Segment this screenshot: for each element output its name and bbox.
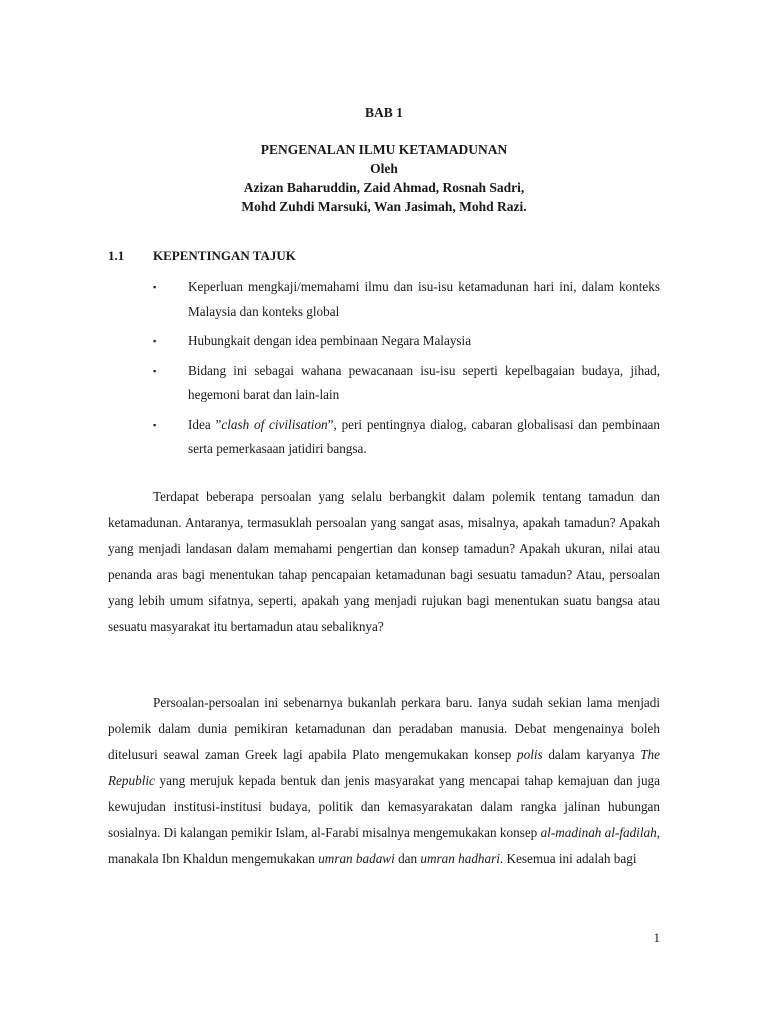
bullet-text bbox=[188, 417, 660, 457]
by-label: Oleh bbox=[370, 161, 398, 176]
list-item bbox=[108, 413, 660, 462]
paragraph-2 bbox=[108, 690, 660, 872]
bullet-text: Hubungkait dengan idea pembinaan Negara Malaysia bbox=[188, 333, 472, 348]
bullet-text-suffix: ”, peri pentingnya dialog, cabaran globalisasi dan pembinaan serta pemerkasaan jatidiri bangsa. bbox=[188, 416, 661, 456]
authors-line-2: Mohd Zuhdi Marsuki, Wan Jasimah, Mohd Razi. bbox=[241, 199, 527, 214]
bullet-icon: ▪ bbox=[153, 282, 157, 292]
paragraph-2-text: yang merujuk kepada bentuk dan jenis masyarakat yang mencapai tahap kemajuan dan juga kewujudan institusi-institusi budaya, politik dan kemasyarakatan dalam rangka jalinan hubungan sosialnya. Di kalangan pemikir Islam, al-Farabi misalnya mengemukakan konsep bbox=[108, 773, 660, 840]
term-umran-badawi: umran badawi bbox=[318, 851, 395, 866]
list-item bbox=[108, 359, 660, 408]
bullet-text: Bidang ini sebagai wahana pewacanaan isu-isu seperti kepelbagaian budaya, jihad, hegemoni barat dan lain-lain bbox=[188, 362, 660, 402]
bullet-icon: ▪ bbox=[153, 419, 157, 430]
bullet-list bbox=[108, 275, 660, 467]
term-polis: polis bbox=[517, 747, 543, 762]
bullet-text: Keperluan mengkaji/memahami ilmu dan isu-isu ketamadunan hari ini, dalam konteks Malaysia dan konteks global bbox=[188, 279, 660, 319]
bullet-text-prefix: Idea ” bbox=[188, 416, 222, 432]
paragraph-2-text: dalam karyanya bbox=[542, 747, 641, 762]
paragraph-2-text: . Kesemua ini adalah bagi bbox=[499, 851, 637, 866]
document-title: PENGENALAN ILMU KETAMADUNAN bbox=[260, 142, 508, 157]
section-title: KEPENTINGAN TAJUK bbox=[153, 248, 296, 263]
paragraph-2-text: manakala Ibn Khaldun mengemukakan bbox=[108, 851, 319, 866]
page-number: 1 bbox=[653, 930, 660, 945]
term-umran-hadhari: umran hadhari bbox=[420, 851, 500, 866]
paragraph-2-text: Persoalan-persoalan ini sebenarnya bukanlah perkara baru. Ianya sudah sekian lama menjadi polemik dalam dunia pemikiran ketamadunan dan peradaban manusia. Debat mengenainya boleh ditelusuri seawal zaman Greek lagi apabila Plato mengemukakan konsep bbox=[108, 695, 660, 762]
bullet-icon: ▪ bbox=[153, 365, 157, 376]
list-item bbox=[108, 275, 660, 324]
chapter-label: BAB 1 bbox=[365, 105, 403, 120]
bullet-icon: ▪ bbox=[153, 336, 157, 346]
book-title-the-republic: The Republic bbox=[108, 747, 660, 788]
paragraph-1: Terdapat beberapa persoalan yang selalu berbangkit dalam polemik tentang tamadun dan ketamadunan. Antaranya, termasuklah persoalan yang sangat asas, misalnya, apakah tamadun? Apakah yang menjadi landasan dalam memahami pengertian dan konsep tamadun? Apakah ukuran, nilai atau penanda aras bagi menentukan tahap pencapaian ketamadunan bagi sesuatu tamadun? Atau, persoalan yang lebih umum sifatnya, seperti, apakah yang menjadi rujukan bagi menentukan suatu bangsa atau sesuatu masyarakat itu bertamadun atau sebaliknya? bbox=[108, 489, 660, 634]
list-item bbox=[108, 329, 660, 354]
paragraph-2-text: dan bbox=[394, 851, 421, 866]
section-number: 1.1 bbox=[108, 248, 125, 263]
bullet-text-italic: clash of civilisation bbox=[221, 416, 328, 432]
authors-line-1: Azizan Baharuddin, Zaid Ahmad, Rosnah Sadri, bbox=[243, 180, 525, 195]
term-al-madinah: al-madinah al-fadilah, bbox=[540, 825, 660, 840]
title-block bbox=[0, 140, 768, 216]
